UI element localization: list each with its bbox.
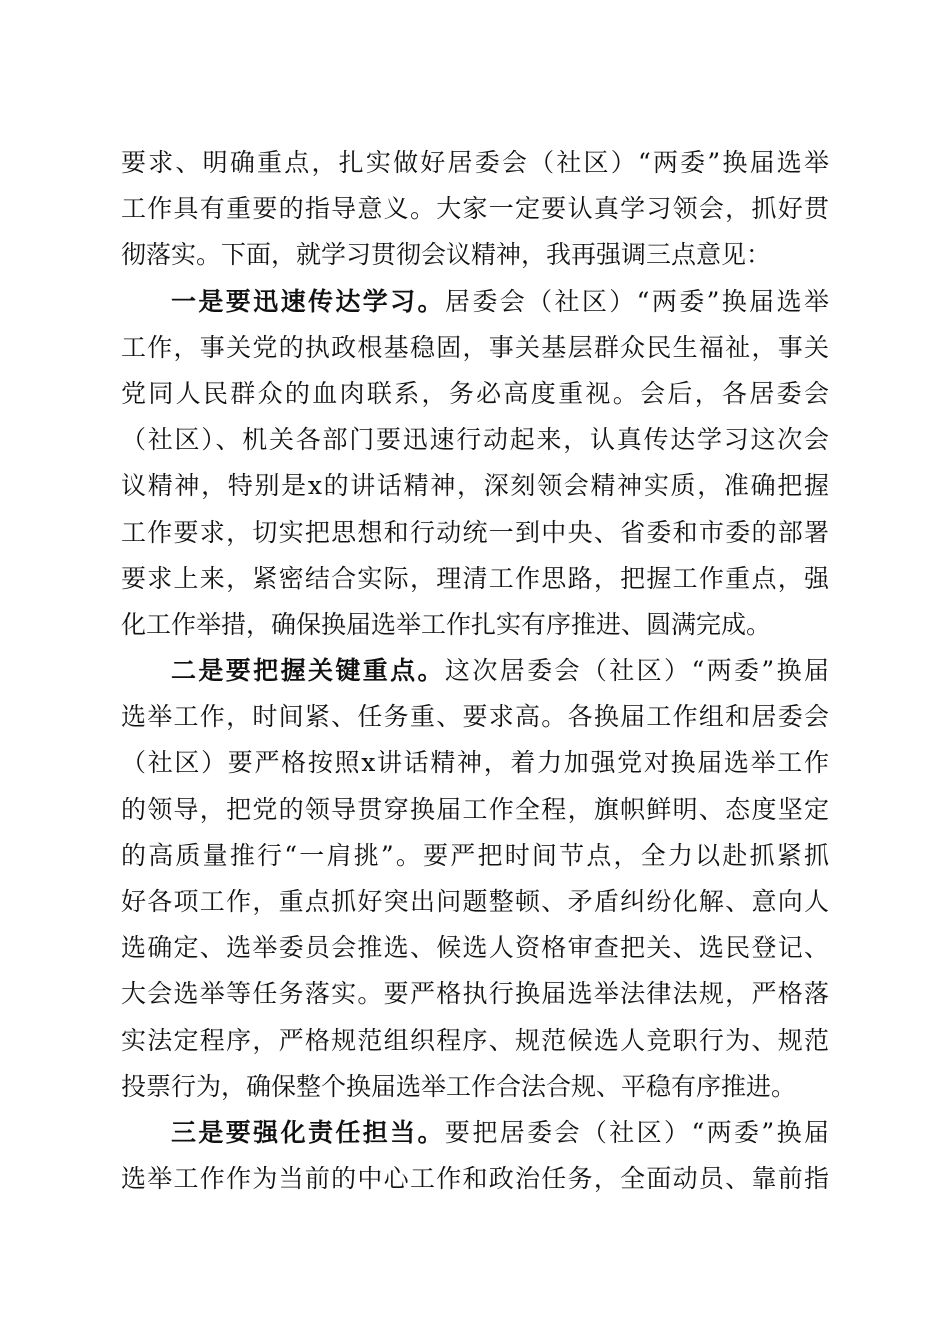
paragraph-point-1-first-line — [121, 279, 829, 325]
document-body — [121, 140, 829, 1202]
text-line: 工作，事关党的执政根基稳固，事关基层群众民生福祉，事关 — [121, 332, 829, 362]
text-line: 工作要求，切实把思想和行动统一到中央、省委和市委的部署 — [121, 517, 829, 547]
point-2-heading: 二是要把握关键重点。 — [171, 656, 445, 686]
text-line: 彻落实。下面，就学习贯彻会议精神，我再强调三点意见： — [121, 240, 772, 270]
text-line: （社区）要严格按照x讲话精神，着力加强党对换届选举工作 — [121, 748, 829, 778]
point-1-heading: 一是要迅速传达学习。 — [171, 286, 445, 316]
text-line: 投票行为，确保整个换届选举工作合法合规、平稳有序推进。 — [121, 1071, 797, 1101]
text-line: 的高质量推行“一肩挑”。要严把时间节点，全力以赴抓紧抓 — [121, 840, 829, 870]
text-line: 选举工作，时间紧、任务重、要求高。各换届工作组和居委会 — [121, 702, 829, 732]
text-line: 选确定、选举委员会推选、候选人资格审查把关、选民登记、 — [121, 933, 829, 963]
text-line: 议精神，特别是x的讲话精神，深刻领会精神实质，准确把握 — [121, 471, 829, 501]
point-3-heading: 三是要强化责任担当。 — [171, 1117, 445, 1147]
text-line: 大会选举等任务落实。要严格执行换届选举法律法规，严格落 — [121, 979, 829, 1009]
text-line: 要求、明确重点，扎实做好居委会（社区）“两委”换届选举 — [121, 148, 829, 177]
point-2-first-text: 这次居委会（社区）“两委”换届 — [444, 656, 829, 686]
paragraph-point-2-first-line — [121, 648, 829, 694]
text-line: 化工作举措，确保换届选举工作扎实有序推进、圆满完成。 — [121, 609, 772, 639]
text-line: 实法定程序，严格规范组织程序、规范候选人竞职行为、规范 — [121, 1025, 829, 1055]
text-line: 工作具有重要的指导意义。大家一定要认真学习领会，抓好贯 — [121, 194, 829, 224]
paragraph-point-3-first-line — [121, 1110, 829, 1156]
point-1-first-text: 居委会（社区）“两委”换届选举 — [444, 286, 829, 316]
text-line: 选举工作作为当前的中心工作和政治任务，全面动员、靠前指 — [121, 1164, 829, 1194]
point-3-first-text: 要把居委会（社区）“两委”换届 — [444, 1117, 829, 1147]
text-line: （社区）、机关各部门要迅速行动起来，认真传达学习这次会 — [121, 425, 829, 455]
text-line: 要求上来，紧密结合实际，理清工作思路，把握工作重点，强 — [121, 563, 829, 593]
text-line: 的领导，把党的领导贯穿换届工作全程，旗帜鲜明、态度坚定 — [121, 794, 829, 824]
text-line: 党同人民群众的血肉联系，务必高度重视。会后，各居委会 — [121, 378, 829, 408]
text-line: 好各项工作，重点抓好突出问题整顿、矛盾纠纷化解、意向人 — [121, 887, 829, 916]
